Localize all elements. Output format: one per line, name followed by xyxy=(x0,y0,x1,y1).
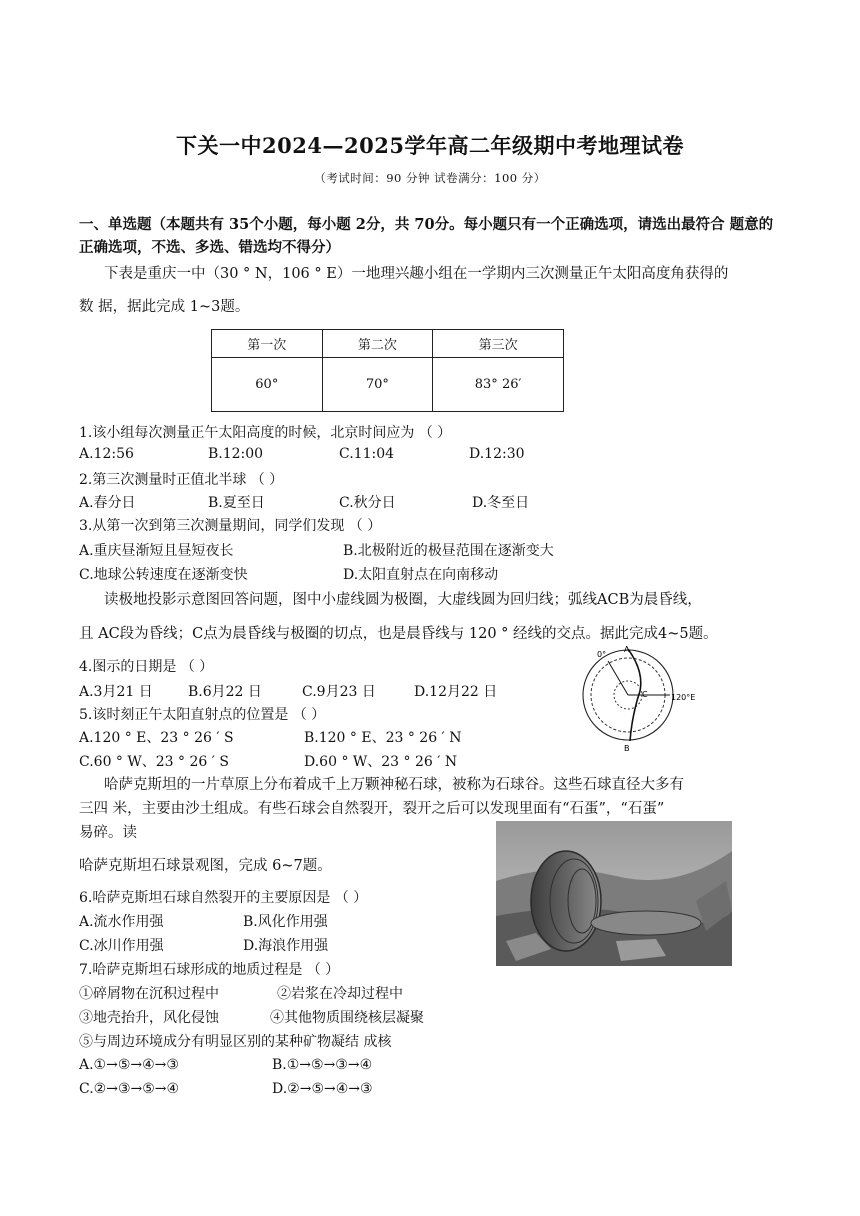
q4-option-c: C.9月23 日 xyxy=(302,684,376,700)
q7-statement-1: ①碎屑物在沉积过程中 xyxy=(79,986,219,1002)
table-header-cell: 第二次 xyxy=(322,330,433,358)
q3-option-b: B.北极附近的极昼范围在逐渐变大 xyxy=(343,543,554,559)
label-a: A xyxy=(624,645,630,654)
q7-statement-4: ④其他物质围绕核层凝聚 xyxy=(270,1010,424,1026)
q6-option-a: A.流水作用强 xyxy=(79,914,164,930)
q6-option-c: C.冰川作用强 xyxy=(79,938,164,954)
intro1-line1: 下表是重庆一中（30 ° N，106 ° E）一地理兴趣小组在一学期内三次测量正午太阳高度角获得的 xyxy=(104,266,729,282)
q1-option-d: D.12:30 xyxy=(469,446,525,462)
stone-ball-photo xyxy=(496,821,732,966)
intro2-line1: 读极地投影示意图回答问题，图中小虚线圆为极圈，大虚线圆为回归线；弧线ACB为晨昏线， xyxy=(104,592,702,608)
q3-option-d: D.太阳直射点在向南移动 xyxy=(343,567,499,583)
q7-statement-2: ②岩浆在冷却过程中 xyxy=(277,986,403,1002)
q5-option-c: C.60 ° W、23 ° 26 ′ S xyxy=(79,754,229,770)
q3-option-c: C.地球公转速度在逐渐变快 xyxy=(79,567,248,583)
q4-stem: 4.图示的日期是 （ ） xyxy=(79,659,214,675)
table-header-cell: 第一次 xyxy=(212,330,323,358)
q1-stem: 1.该小组每次测量正午太阳高度的时候，北京时间应为 （ ） xyxy=(79,425,452,441)
q7-option-d: D.②→⑤→④→③ xyxy=(272,1081,373,1097)
q3-stem: 3.从第一次到第三次测量期间，同学们发现 （ ） xyxy=(79,518,382,534)
q5-stem: 5.该时刻正午太阳直射点的位置是 （ ） xyxy=(79,707,326,723)
q7-option-c: C.②→③→⑤→④ xyxy=(79,1081,180,1097)
label-0: 0° xyxy=(597,650,607,659)
table-header-cell: 第三次 xyxy=(433,330,564,358)
table-value-cell: 83° 26′ xyxy=(433,358,564,412)
meridian-0 xyxy=(608,661,628,695)
q7-option-a: A.①→⑤→④→③ xyxy=(79,1057,179,1073)
table-value-cell: 60° xyxy=(212,358,323,412)
intro3-line1: 哈萨克斯坦的一片草原上分布着成千上万颗神秘石球，被称为石球谷。这些石球直径大多有 xyxy=(104,777,684,793)
polar-projection-diagram xyxy=(568,645,703,755)
q7-option-b: B.①→⑤→③→④ xyxy=(272,1057,373,1073)
q1-option-c: C.11:04 xyxy=(339,446,395,462)
q5-option-d: D.60 ° W、23 ° 26 ′ N xyxy=(304,754,458,770)
intro3-line2: 三四 米，主要由沙土组成。有些石球会自然裂开，裂开之后可以发现里面有“石蛋”，“石蛋” xyxy=(79,801,665,817)
q2-option-c: C.秋分日 xyxy=(339,495,396,511)
q6-stem: 6.哈萨克斯坦石球自然裂开的主要原因是 （ ） xyxy=(79,890,368,906)
intro2-line2: 且 AC段为昏线；C点为晨昏线与极圈的切点，也是晨昏线与 120 ° 经线的交点。据此完成4~5题。 xyxy=(79,626,718,642)
q7-statement-3: ③地壳抬升，风化侵蚀 xyxy=(79,1010,219,1026)
q2-option-d: D.冬至日 xyxy=(472,495,530,511)
q7-stem: 7.哈萨克斯坦石球形成的地质过程是 （ ） xyxy=(79,962,340,978)
label-120e: 120°E xyxy=(671,693,696,702)
q2-option-a: A.春分日 xyxy=(79,495,136,511)
sun-angle-table xyxy=(211,329,564,412)
exam-subtitle: （考试时间：90 分钟 试卷满分：100 分） xyxy=(314,171,546,185)
q6-option-d: D.海浪作用强 xyxy=(243,938,329,954)
q1-option-b: B.12:00 xyxy=(208,446,264,462)
q1-option-a: A.12:56 xyxy=(79,446,134,462)
label-b: B xyxy=(624,744,630,753)
q4-option-b: B.6月22 日 xyxy=(188,684,262,700)
q5-option-b: B.120 ° E、23 ° 26 ′ N xyxy=(304,730,462,746)
intro1-line2: 数 据，据此完成 1~3题。 xyxy=(79,299,250,315)
q4-option-a: A.3月21 日 xyxy=(79,684,153,700)
label-c: C xyxy=(642,690,648,699)
q5-option-a: A.120 ° E、23 ° 26 ′ S xyxy=(79,730,234,746)
table-value-cell: 70° xyxy=(322,358,433,412)
section-heading: 一、单选题（本题共有 35个小题，每小题 2分，共 70分。每小题只有一个正确选项，请选出最符合 题意的正确选项，不选、多选、错选均不得分） xyxy=(79,216,774,256)
intro3-line4: 哈萨克斯坦石球景观图，完成 6~7题。 xyxy=(79,858,332,874)
q2-option-b: B.夏至日 xyxy=(208,495,265,511)
q7-statement-5: ⑤与周边环境成分有明显区别的某种矿物凝结 成核 xyxy=(79,1034,392,1050)
q3-option-a: A.重庆昼渐短且昼短夜长 xyxy=(79,543,234,559)
intro3-line3: 易碎。读 xyxy=(79,825,137,841)
q4-option-d: D.12月22 日 xyxy=(414,684,498,700)
q2-stem: 2.第三次测量时正值北半球 （ ） xyxy=(79,472,284,488)
q6-option-b: B.风化作用强 xyxy=(243,914,328,930)
exam-title: 下关一中2024—2025学年高二年级期中考地理试卷 xyxy=(176,133,684,158)
